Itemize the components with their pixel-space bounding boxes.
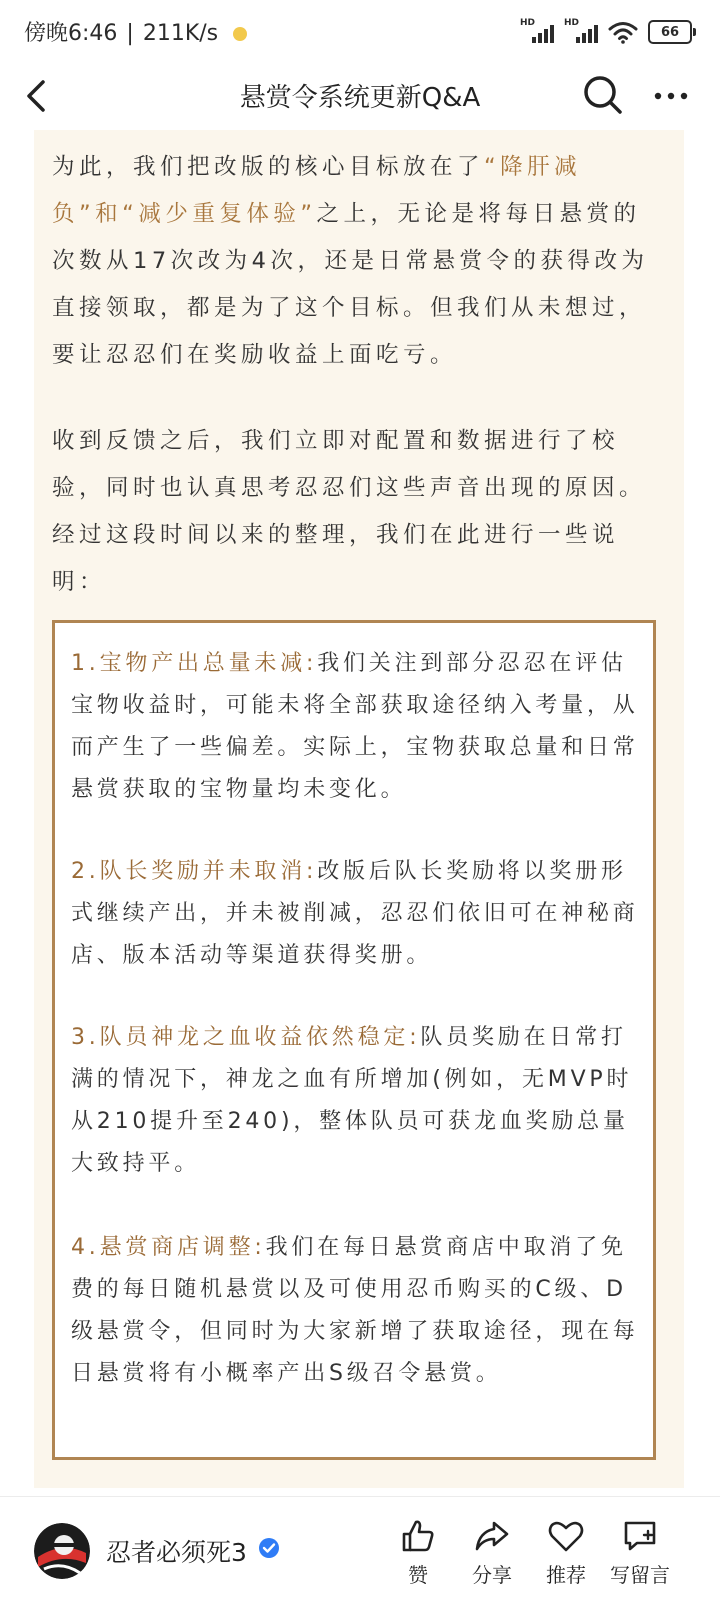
note-item-1 [71, 643, 639, 811]
note-body-3: 队员奖励在日常打满的情况下，神龙之血有所增加(例如，无MVP时从210提升至240)，整体队员可获龙血奖励总量大致持平。 [71, 1025, 633, 1176]
more-button[interactable] [650, 72, 696, 118]
comment-plus-icon [621, 1517, 659, 1555]
verified-badge-icon [258, 1537, 280, 1559]
notification-emoji-icon [233, 27, 247, 41]
comment-label: 写留言 [610, 1563, 670, 1587]
note-item-4 [71, 1227, 639, 1395]
note-item-3 [71, 1017, 639, 1185]
status-left [24, 16, 247, 47]
author-avatar[interactable] [34, 1523, 90, 1579]
search-button[interactable] [580, 72, 626, 118]
paragraph-goal [52, 144, 666, 379]
status-time: 傍晚6:46 [24, 21, 118, 46]
like-button[interactable] [378, 1517, 458, 1588]
paragraph-feedback: 收到反馈之后，我们立即对配置和数据进行了校验，同时也认真思考忍忍们这些声音出现的原因。经过这段时间以来的整理，我们在此进行一些说明： [52, 428, 647, 595]
wifi-icon [608, 20, 638, 44]
signal-hd-label: HD [520, 18, 536, 28]
note-item-2 [71, 851, 639, 977]
chevron-left-icon [16, 74, 60, 118]
explanation-box [52, 620, 656, 1460]
search-icon [580, 72, 626, 118]
paragraph-goal-text-a: 为此，我们把改版的核心目标放在了 [52, 154, 485, 180]
article-content [34, 130, 684, 1488]
note-body-2: 改版后队长奖励将以奖册形式继续产出，并未被削减，忍忍们依旧可在神秘商店、版本活动等渠道获得奖册。 [71, 859, 639, 968]
status-right [520, 18, 692, 46]
note-heading-1: 1.宝物产出总量未减: [71, 651, 318, 676]
status-bar [0, 0, 720, 64]
heart-icon [547, 1517, 585, 1555]
back-button[interactable] [16, 74, 60, 118]
note-body-4: 我们在每日悬赏商店中取消了免费的每日随机悬赏以及可使用忍币购买的C级、D级悬赏令，但同时为大家新增了获取途径，现在每日悬赏将有小概率产出S级召令悬赏。 [71, 1235, 639, 1386]
share-button[interactable] [452, 1517, 532, 1588]
note-heading-3: 3.队员神龙之血收益依然稳定: [71, 1025, 421, 1050]
share-icon [473, 1517, 511, 1555]
more-icon [650, 72, 696, 118]
signal-icon-2 [564, 18, 598, 43]
signal-hd-label-2: HD [564, 18, 580, 28]
recommend-button[interactable] [526, 1517, 606, 1588]
note-heading-4: 4.悬赏商店调整: [71, 1235, 266, 1260]
share-label: 分享 [472, 1563, 512, 1587]
signal-icon [520, 18, 554, 43]
paragraph-goal-highlight: “降肝减负”和“减少重复体验” [52, 154, 582, 227]
thumbs-up-icon [399, 1517, 437, 1555]
ninja-avatar-icon [34, 1523, 90, 1579]
network-speed: 211K/s [142, 21, 219, 46]
paragraph-goal-text-b: 之上，无论是将每日悬赏的次数从17次改为4次，还是日常悬赏令的获得改为直接领取，都是为了这个目标。但我们从未想过，要让忍忍们在奖励收益上面吃亏。 [52, 201, 649, 368]
page-title: 悬赏令系统更新Q&A [239, 83, 481, 113]
recommend-label: 推荐 [546, 1563, 586, 1587]
author-name[interactable]: 忍者必须死3 [106, 1538, 247, 1567]
nav-bar [0, 64, 720, 130]
note-body-1: 我们关注到部分忍忍在评估宝物收益时，可能未将全部获取途径纳入考量，从而产生了一些偏差。实际上，宝物获取总量和日常悬赏获取的宝物量均未变化。 [71, 651, 639, 802]
bottom-bar [0, 1497, 720, 1600]
status-separator: | [126, 21, 134, 46]
comment-button[interactable] [600, 1517, 680, 1588]
battery-icon: 66 [648, 20, 692, 44]
note-heading-2: 2.队长奖励并未取消: [71, 859, 318, 884]
like-label: 赞 [408, 1563, 428, 1587]
